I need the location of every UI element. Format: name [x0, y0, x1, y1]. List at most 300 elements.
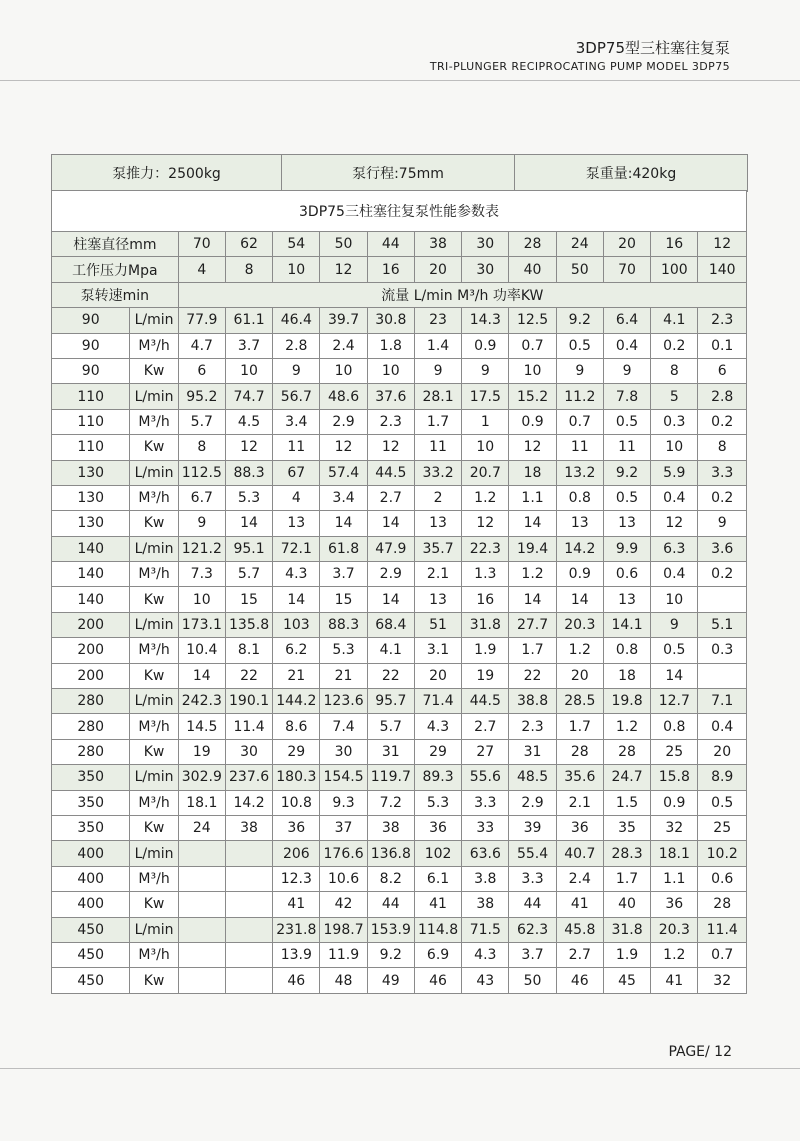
speed-cell: 280: [52, 739, 130, 764]
value-cell: 43: [462, 968, 509, 993]
value-cell: 63.6: [462, 841, 509, 866]
value-cell: 3.7: [509, 942, 556, 967]
value-cell: 11.4: [225, 714, 272, 739]
value-cell: 5.3: [320, 638, 367, 663]
value-cell: 10: [651, 435, 698, 460]
value-cell: 28: [698, 892, 747, 917]
unit-cell: M³/h: [130, 714, 178, 739]
value-cell: 27: [462, 739, 509, 764]
value-cell: 3.3: [462, 790, 509, 815]
value-cell: 13: [273, 511, 320, 536]
table-row: [52, 638, 747, 663]
value-cell: 31.8: [603, 917, 650, 942]
value-cell: 38: [462, 892, 509, 917]
unit-cell: M³/h: [130, 485, 178, 510]
value-cell: 14: [651, 663, 698, 688]
value-cell: 8.1: [225, 638, 272, 663]
value-cell: 11: [556, 435, 603, 460]
value-cell: 9.2: [556, 308, 603, 333]
value-cell: 14.2: [225, 790, 272, 815]
value-cell: 2.3: [367, 409, 414, 434]
value-cell: 44.5: [462, 689, 509, 714]
value-cell: [225, 892, 272, 917]
value-cell: 74.7: [225, 384, 272, 409]
diameter-cell: 70: [178, 232, 225, 257]
pressure-cell: 40: [509, 257, 556, 282]
value-cell: 33.2: [414, 460, 461, 485]
speed-cell: 90: [52, 333, 130, 358]
value-cell: 88.3: [320, 612, 367, 637]
value-cell: 2.9: [367, 562, 414, 587]
value-cell: 19.8: [603, 689, 650, 714]
value-cell: 20.3: [556, 612, 603, 637]
value-cell: 36: [651, 892, 698, 917]
value-cell: 20: [698, 739, 747, 764]
pressure-cell: 16: [367, 257, 414, 282]
table-row: [52, 968, 747, 993]
value-cell: 0.4: [651, 562, 698, 587]
value-cell: 19: [462, 663, 509, 688]
value-cell: 198.7: [320, 917, 367, 942]
speed-cell: 90: [52, 308, 130, 333]
value-cell: 3.8: [462, 866, 509, 891]
unit-cell: L/min: [130, 536, 178, 561]
value-cell: 71.5: [462, 917, 509, 942]
value-cell: 1.9: [462, 638, 509, 663]
speed-cell: 400: [52, 866, 130, 891]
value-cell: 8: [178, 435, 225, 460]
table-row: [52, 689, 747, 714]
value-cell: [178, 841, 225, 866]
value-cell: 3.1: [414, 638, 461, 663]
speed-cell: 400: [52, 892, 130, 917]
value-cell: 27.7: [509, 612, 556, 637]
value-cell: 51: [414, 612, 461, 637]
unit-cell: L/min: [130, 765, 178, 790]
unit-cell: L/min: [130, 308, 178, 333]
unit-cell: M³/h: [130, 333, 178, 358]
value-cell: 114.8: [414, 917, 461, 942]
table-row: [52, 612, 747, 637]
value-cell: 13: [603, 511, 650, 536]
unit-cell: M³/h: [130, 638, 178, 663]
header-title-cn: 3DP75型三柱塞往复泵: [575, 39, 730, 57]
table-row: [52, 562, 747, 587]
value-cell: 153.9: [367, 917, 414, 942]
value-cell: 0.4: [651, 485, 698, 510]
value-cell: 21: [320, 663, 367, 688]
value-cell: 7.8: [603, 384, 650, 409]
value-cell: 1.3: [462, 562, 509, 587]
unit-cell: L/min: [130, 689, 178, 714]
value-cell: 11: [414, 435, 461, 460]
flow-label: 流量 L/min M³/h 功率KW: [178, 282, 746, 307]
value-cell: 48: [320, 968, 367, 993]
value-cell: 173.1: [178, 612, 225, 637]
value-cell: 0.5: [603, 409, 650, 434]
value-cell: 0.2: [698, 562, 747, 587]
unit-cell: L/min: [130, 460, 178, 485]
unit-cell: M³/h: [130, 409, 178, 434]
value-cell: 31: [367, 739, 414, 764]
value-cell: 12: [225, 435, 272, 460]
value-cell: 55.6: [462, 765, 509, 790]
value-cell: 19.4: [509, 536, 556, 561]
value-cell: 0.2: [698, 485, 747, 510]
speed-cell: 280: [52, 689, 130, 714]
value-cell: 45: [603, 968, 650, 993]
speed-cell: 280: [52, 714, 130, 739]
value-cell: 7.4: [320, 714, 367, 739]
value-cell: 6.1: [414, 866, 461, 891]
value-cell: 46.4: [273, 308, 320, 333]
value-cell: 1: [462, 409, 509, 434]
value-cell: 8: [651, 358, 698, 383]
diameter-cell: 50: [320, 232, 367, 257]
value-cell: 4.5: [225, 409, 272, 434]
value-cell: 2.1: [414, 562, 461, 587]
unit-cell: Kw: [130, 663, 178, 688]
value-cell: 1.8: [367, 333, 414, 358]
value-cell: 28.1: [414, 384, 461, 409]
value-cell: 28: [556, 739, 603, 764]
value-cell: 2.3: [509, 714, 556, 739]
value-cell: 2.1: [556, 790, 603, 815]
table-row: [52, 435, 747, 460]
value-cell: 0.9: [462, 333, 509, 358]
value-cell: 36: [556, 815, 603, 840]
value-cell: 5.7: [178, 409, 225, 434]
value-cell: 1.7: [556, 714, 603, 739]
value-cell: 95.2: [178, 384, 225, 409]
value-cell: 135.8: [225, 612, 272, 637]
value-cell: 6: [178, 358, 225, 383]
value-cell: 112.5: [178, 460, 225, 485]
value-cell: [178, 917, 225, 942]
value-cell: 0.9: [556, 562, 603, 587]
unit-cell: Kw: [130, 892, 178, 917]
value-cell: 15.8: [651, 765, 698, 790]
value-cell: 2.9: [509, 790, 556, 815]
value-cell: 39.7: [320, 308, 367, 333]
spec-weight: 泵重量:420kg: [515, 155, 748, 192]
value-cell: 5.7: [225, 562, 272, 587]
value-cell: 13.9: [273, 942, 320, 967]
value-cell: 57.4: [320, 460, 367, 485]
value-cell: 44: [367, 892, 414, 917]
value-cell: 14: [367, 587, 414, 612]
value-cell: [178, 942, 225, 967]
table-row: [52, 739, 747, 764]
value-cell: 5.3: [225, 485, 272, 510]
value-cell: 237.6: [225, 765, 272, 790]
value-cell: 77.9: [178, 308, 225, 333]
value-cell: 4.3: [462, 942, 509, 967]
speed-header-row: [52, 282, 747, 307]
value-cell: 6: [698, 358, 747, 383]
pressure-cell: 20: [414, 257, 461, 282]
value-cell: 11.9: [320, 942, 367, 967]
pressure-cell: 8: [225, 257, 272, 282]
table-row: [52, 409, 747, 434]
value-cell: 9.2: [603, 460, 650, 485]
diameter-cell: 16: [651, 232, 698, 257]
value-cell: 13: [414, 587, 461, 612]
value-cell: 32: [698, 968, 747, 993]
value-cell: 9: [603, 358, 650, 383]
value-cell: 28: [603, 739, 650, 764]
value-cell: [178, 866, 225, 891]
table-row: [52, 765, 747, 790]
unit-cell: L/min: [130, 917, 178, 942]
diameter-cell: 54: [273, 232, 320, 257]
diameter-cell: 12: [698, 232, 747, 257]
value-cell: 9: [178, 511, 225, 536]
unit-cell: L/min: [130, 384, 178, 409]
value-cell: 3.7: [320, 562, 367, 587]
value-cell: 46: [273, 968, 320, 993]
diameter-cell: 38: [414, 232, 461, 257]
value-cell: 4.1: [651, 308, 698, 333]
value-cell: 14: [273, 587, 320, 612]
value-cell: 36: [273, 815, 320, 840]
value-cell: 1.5: [603, 790, 650, 815]
value-cell: 61.8: [320, 536, 367, 561]
value-cell: 55.4: [509, 841, 556, 866]
value-cell: 11.4: [698, 917, 747, 942]
value-cell: 42: [320, 892, 367, 917]
unit-cell: Kw: [130, 815, 178, 840]
value-cell: 8: [698, 435, 747, 460]
value-cell: 15: [225, 587, 272, 612]
value-cell: 68.4: [367, 612, 414, 637]
value-cell: 0.5: [698, 790, 747, 815]
table-row: [52, 841, 747, 866]
value-cell: 14: [556, 587, 603, 612]
value-cell: 19: [178, 739, 225, 764]
value-cell: 40: [603, 892, 650, 917]
value-cell: 14: [509, 587, 556, 612]
value-cell: 31.8: [462, 612, 509, 637]
value-cell: 38.8: [509, 689, 556, 714]
table-row: [52, 942, 747, 967]
value-cell: 15: [320, 587, 367, 612]
value-cell: 14.2: [556, 536, 603, 561]
unit-cell: Kw: [130, 587, 178, 612]
value-cell: [225, 968, 272, 993]
pressure-cell: 140: [698, 257, 747, 282]
value-cell: 41: [273, 892, 320, 917]
value-cell: 0.5: [651, 638, 698, 663]
speed-cell: 450: [52, 917, 130, 942]
value-cell: 18: [509, 460, 556, 485]
value-cell: 14: [367, 511, 414, 536]
value-cell: 231.8: [273, 917, 320, 942]
value-cell: 9.2: [367, 942, 414, 967]
value-cell: 6.7: [178, 485, 225, 510]
speed-cell: 400: [52, 841, 130, 866]
value-cell: 95.7: [367, 689, 414, 714]
value-cell: 22: [509, 663, 556, 688]
value-cell: 0.3: [651, 409, 698, 434]
value-cell: 176.6: [320, 841, 367, 866]
value-cell: 1.2: [651, 942, 698, 967]
value-cell: 2.4: [556, 866, 603, 891]
value-cell: 136.8: [367, 841, 414, 866]
value-cell: 20: [414, 663, 461, 688]
value-cell: 95.1: [225, 536, 272, 561]
value-cell: 10.6: [320, 866, 367, 891]
value-cell: 30: [320, 739, 367, 764]
value-cell: 123.6: [320, 689, 367, 714]
value-cell: 0.9: [509, 409, 556, 434]
value-cell: 10: [225, 358, 272, 383]
value-cell: 0.8: [556, 485, 603, 510]
value-cell: 11.2: [556, 384, 603, 409]
value-cell: 18.1: [651, 841, 698, 866]
value-cell: 14: [320, 511, 367, 536]
unit-cell: Kw: [130, 968, 178, 993]
value-cell: 2.8: [273, 333, 320, 358]
unit-cell: M³/h: [130, 562, 178, 587]
diameter-cell: 30: [462, 232, 509, 257]
table-row: [52, 587, 747, 612]
value-cell: 3.3: [698, 460, 747, 485]
value-cell: 6.9: [414, 942, 461, 967]
value-cell: 7.3: [178, 562, 225, 587]
table-row: [52, 892, 747, 917]
value-cell: 88.3: [225, 460, 272, 485]
value-cell: 0.5: [603, 485, 650, 510]
value-cell: 0.8: [651, 714, 698, 739]
value-cell: 14.3: [462, 308, 509, 333]
table-row: [52, 308, 747, 333]
table-row: [52, 790, 747, 815]
value-cell: 10: [367, 358, 414, 383]
pressure-cell: 4: [178, 257, 225, 282]
value-cell: 0.7: [698, 942, 747, 967]
value-cell: 18.1: [178, 790, 225, 815]
pressure-cell: 10: [273, 257, 320, 282]
value-cell: 2.4: [320, 333, 367, 358]
value-cell: 49: [367, 968, 414, 993]
value-cell: 4: [273, 485, 320, 510]
value-cell: 6.2: [273, 638, 320, 663]
unit-cell: Kw: [130, 511, 178, 536]
value-cell: 20.7: [462, 460, 509, 485]
value-cell: 12: [320, 435, 367, 460]
value-cell: 11: [273, 435, 320, 460]
table-row: [52, 511, 747, 536]
value-cell: 29: [273, 739, 320, 764]
value-cell: 1.1: [509, 485, 556, 510]
value-cell: 46: [414, 968, 461, 993]
value-cell: 7.2: [367, 790, 414, 815]
value-cell: 6.3: [651, 536, 698, 561]
speed-cell: 110: [52, 409, 130, 434]
value-cell: 4.1: [367, 638, 414, 663]
value-cell: 1.4: [414, 333, 461, 358]
value-cell: 0.9: [651, 790, 698, 815]
pressure-row: [52, 257, 747, 282]
value-cell: 180.3: [273, 765, 320, 790]
value-cell: 13: [603, 587, 650, 612]
value-cell: 12.5: [509, 308, 556, 333]
value-cell: 5.9: [651, 460, 698, 485]
value-cell: 10.8: [273, 790, 320, 815]
value-cell: 9: [556, 358, 603, 383]
value-cell: 9: [414, 358, 461, 383]
value-cell: 7.1: [698, 689, 747, 714]
value-cell: 0.3: [698, 638, 747, 663]
value-cell: 41: [414, 892, 461, 917]
table-row: [52, 866, 747, 891]
table-row: [52, 333, 747, 358]
value-cell: 41: [556, 892, 603, 917]
value-cell: 0.5: [556, 333, 603, 358]
unit-cell: L/min: [130, 612, 178, 637]
value-cell: 9.3: [320, 790, 367, 815]
value-cell: 61.1: [225, 308, 272, 333]
speed-cell: 130: [52, 511, 130, 536]
value-cell: 22.3: [462, 536, 509, 561]
value-cell: 28.3: [603, 841, 650, 866]
value-cell: 40.7: [556, 841, 603, 866]
value-cell: 1.7: [509, 638, 556, 663]
value-cell: 13: [414, 511, 461, 536]
diameter-cell: 28: [509, 232, 556, 257]
value-cell: 10: [320, 358, 367, 383]
value-cell: 0.2: [651, 333, 698, 358]
value-cell: 2.8: [698, 384, 747, 409]
speed-cell: 130: [52, 485, 130, 510]
value-cell: 72.1: [273, 536, 320, 561]
value-cell: 190.1: [225, 689, 272, 714]
value-cell: [225, 917, 272, 942]
value-cell: 2: [414, 485, 461, 510]
value-cell: 10: [462, 435, 509, 460]
value-cell: 0.2: [698, 409, 747, 434]
unit-cell: Kw: [130, 435, 178, 460]
value-cell: 2.7: [462, 714, 509, 739]
value-cell: 10: [651, 587, 698, 612]
table-title: 3DP75三柱塞往复泵性能参数表: [52, 191, 747, 232]
value-cell: 15.2: [509, 384, 556, 409]
value-cell: 56.7: [273, 384, 320, 409]
value-cell: 12: [367, 435, 414, 460]
value-cell: 0.6: [603, 562, 650, 587]
speed-cell: 140: [52, 536, 130, 561]
value-cell: 35.7: [414, 536, 461, 561]
table-title-row: [52, 191, 747, 232]
value-cell: 12: [509, 435, 556, 460]
value-cell: 1.2: [509, 562, 556, 587]
spec-table: [51, 154, 748, 192]
value-cell: 5.3: [414, 790, 461, 815]
unit-cell: M³/h: [130, 866, 178, 891]
value-cell: 8.9: [698, 765, 747, 790]
value-cell: 3.4: [320, 485, 367, 510]
value-cell: 32: [651, 815, 698, 840]
value-cell: 25: [698, 815, 747, 840]
value-cell: 14: [178, 663, 225, 688]
speed-cell: 110: [52, 384, 130, 409]
speed-cell: 130: [52, 460, 130, 485]
value-cell: 20: [556, 663, 603, 688]
value-cell: 10: [178, 587, 225, 612]
value-cell: 14: [509, 511, 556, 536]
diameter-cell: 44: [367, 232, 414, 257]
